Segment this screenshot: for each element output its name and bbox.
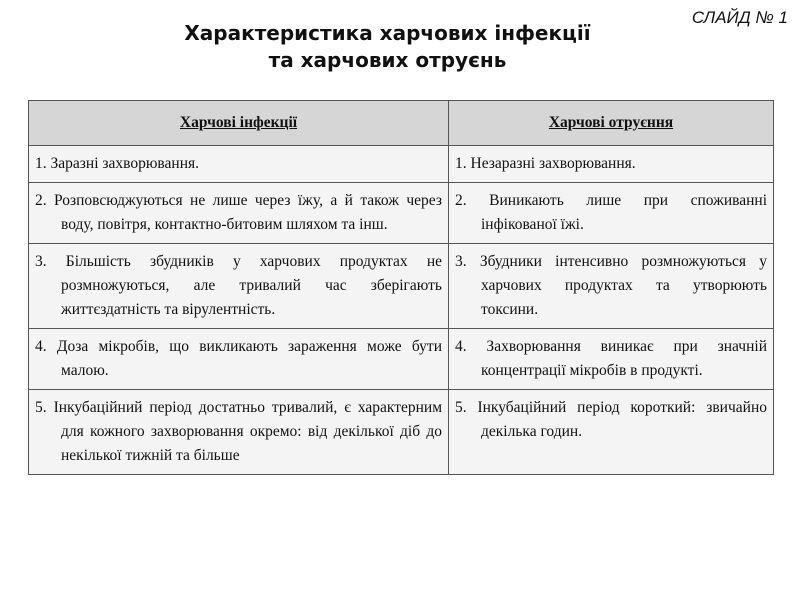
table-cell [29,244,449,329]
comparison-table [28,100,774,475]
table-row [29,244,774,329]
cell-text: 5. Інкубаційний період короткий: звичайно декілька годин. [455,399,767,440]
table-row [29,390,774,475]
cell-text: 4. Доза мікробів, що викликають зараження може бути малою. [35,338,442,379]
table-cell [449,390,774,475]
table-header-row [29,101,774,146]
table-cell [29,390,449,475]
cell-text: 1. Незаразні захворювання. [455,155,636,172]
table-row [29,146,774,183]
cell-text: 1. Заразні захворювання. [35,155,200,172]
table-cell [449,183,774,244]
header-food-poisonings: Харчові отруєння [449,101,774,146]
table-cell [29,329,449,390]
slide-number-label: СЛАЙД № 1 [691,8,788,27]
page-title [0,20,800,74]
cell-text: 3. Збудники інтенсивно розмножуються у харчових продуктах та утворюють токсини. [455,253,767,318]
cell-text: 4. Захворювання виникає при значній концентрації мікробів в продукті. [455,338,767,379]
table-cell [449,146,774,183]
cell-text: 3. Більшість збудників у харчових продуктах не розмножуються, але тривалий час зберігають життєздатність та вірулентність. [35,253,442,318]
table-row [29,183,774,244]
table-cell [449,244,774,329]
table-row [29,329,774,390]
table-cell [29,183,449,244]
title-line-1: Характеристика харчових інфекції [184,21,591,45]
cell-text: 2. Розповсюджуються не лише через їжу, а й також через воду, повітря, контактно-битовим шляхом та інш. [35,192,442,233]
table-cell [449,329,774,390]
header-food-infections: Харчові інфекції [29,101,449,146]
table-cell [29,146,449,183]
cell-text: 5. Інкубаційний період достатньо тривалий, є характерним для кожного захворювання окремо: від декілької діб до некілької тижній та більше [35,399,442,464]
cell-text: 2. Виникають лише при споживанні інфікованої їжі. [455,192,767,233]
title-line-2: та харчових отруєнь [268,48,507,72]
